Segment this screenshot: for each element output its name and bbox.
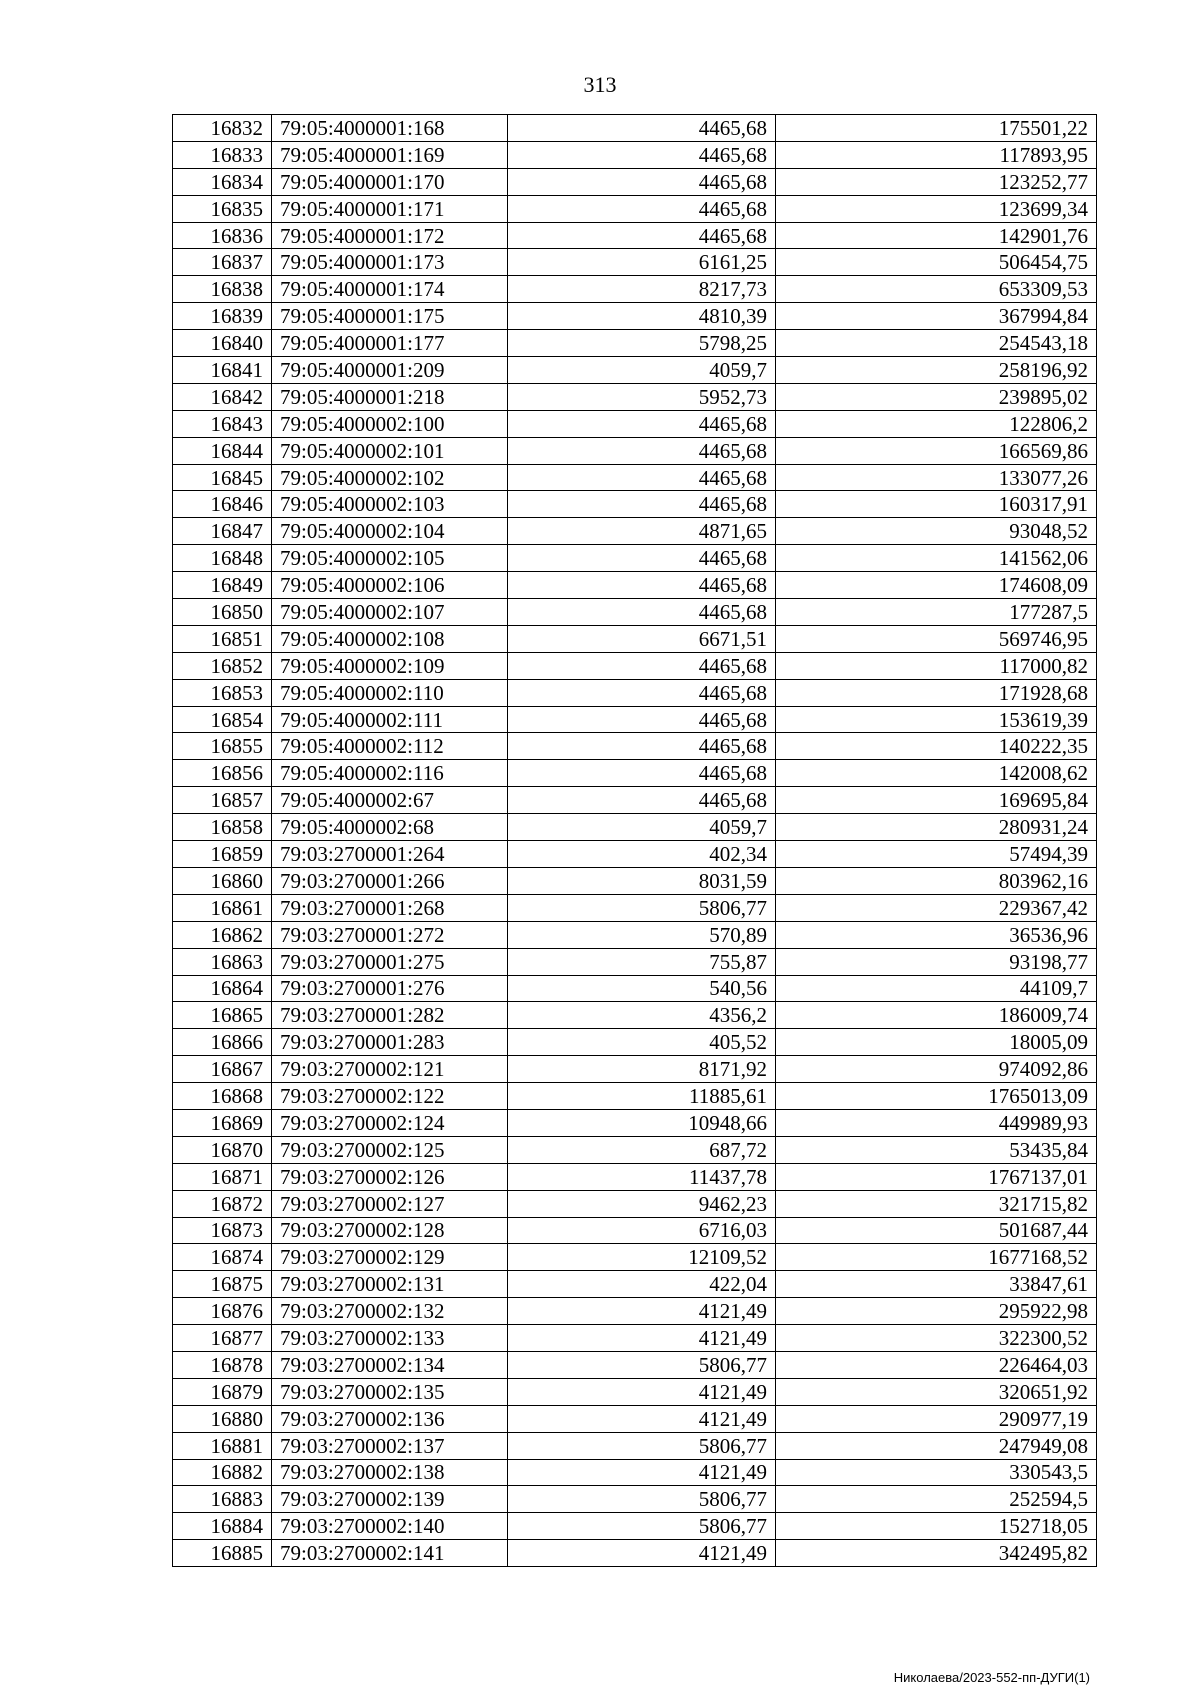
row-number-cell: 16879 [173,1378,272,1405]
cadastral-value-cell: 152718,05 [776,1513,1097,1540]
area-value-cell: 4465,68 [508,733,776,760]
row-number-cell: 16861 [173,894,272,921]
cadastral-number-cell: 79:03:2700002:124 [272,1109,508,1136]
page-number: 313 [583,72,617,97]
row-number-cell: 16871 [173,1163,272,1190]
area-value-cell: 4465,68 [508,679,776,706]
cadastral-value-cell: 280931,24 [776,814,1097,841]
cadastral-number-cell: 79:03:2700002:139 [272,1486,508,1513]
row-number-cell: 16853 [173,679,272,706]
cadastral-number-cell: 79:05:4000002:104 [272,518,508,545]
cadastral-value-cell: 239895,02 [776,383,1097,410]
row-number-cell: 16851 [173,625,272,652]
cadastral-value-cell: 252594,5 [776,1486,1097,1513]
cadastral-number-cell: 79:05:4000002:106 [272,572,508,599]
table-row [173,357,1097,384]
table-row [173,1002,1097,1029]
table-row [173,330,1097,357]
area-value-cell: 687,72 [508,1136,776,1163]
document-reference: Николаева/2023-552-пп-ДУГИ(1) [893,1670,1090,1685]
table-row [173,303,1097,330]
table-row [173,518,1097,545]
area-value-cell: 4465,68 [508,115,776,142]
table-row [173,249,1097,276]
row-number-cell: 16885 [173,1540,272,1567]
row-number-cell: 16854 [173,706,272,733]
row-number-cell: 16869 [173,1109,272,1136]
table-row [173,1325,1097,1352]
cadastral-number-cell: 79:05:4000001:174 [272,276,508,303]
cadastral-number-cell: 79:03:2700001:275 [272,948,508,975]
table-row [173,1540,1097,1567]
row-number-cell: 16880 [173,1405,272,1432]
cadastral-value-cell: 140222,35 [776,733,1097,760]
cadastral-number-cell: 79:03:2700002:122 [272,1083,508,1110]
row-number-cell: 16848 [173,545,272,572]
area-value-cell: 4121,49 [508,1325,776,1352]
cadastral-value-cell: 1677168,52 [776,1244,1097,1271]
table-row [173,1486,1097,1513]
row-number-cell: 16867 [173,1056,272,1083]
cadastral-number-cell: 79:03:2700002:141 [272,1540,508,1567]
table-row [173,491,1097,518]
cadastral-number-cell: 79:03:2700002:128 [272,1217,508,1244]
area-value-cell: 4465,68 [508,572,776,599]
area-value-cell: 4121,49 [508,1298,776,1325]
cadastral-number-cell: 79:03:2700002:131 [272,1271,508,1298]
table-row [173,975,1097,1002]
table-row [173,1190,1097,1217]
area-value-cell: 422,04 [508,1271,776,1298]
cadastral-value-cell: 122806,2 [776,410,1097,437]
cadastral-value-cell: 320651,92 [776,1378,1097,1405]
table-row [173,841,1097,868]
cadastral-number-cell: 79:03:2700002:127 [272,1190,508,1217]
table-row [173,545,1097,572]
cadastral-number-cell: 79:05:4000002:108 [272,625,508,652]
area-value-cell: 4465,68 [508,545,776,572]
cadastral-number-cell: 79:03:2700002:137 [272,1432,508,1459]
row-number-cell: 16874 [173,1244,272,1271]
table-row [173,1163,1097,1190]
area-value-cell: 6716,03 [508,1217,776,1244]
table-row [173,141,1097,168]
cadastral-number-cell: 79:05:4000002:110 [272,679,508,706]
row-number-cell: 16855 [173,733,272,760]
area-value-cell: 4465,68 [508,787,776,814]
table-row [173,706,1097,733]
cadastral-value-cell: 186009,74 [776,1002,1097,1029]
table-row [173,168,1097,195]
row-number-cell: 16835 [173,195,272,222]
cadastral-value-cell: 342495,82 [776,1540,1097,1567]
cadastral-number-cell: 79:03:2700002:135 [272,1378,508,1405]
cadastral-number-cell: 79:05:4000002:111 [272,706,508,733]
area-value-cell: 4121,49 [508,1405,776,1432]
area-value-cell: 11437,78 [508,1163,776,1190]
row-number-cell: 16866 [173,1029,272,1056]
table-row [173,1459,1097,1486]
row-number-cell: 16865 [173,1002,272,1029]
cadastral-value-cell: 174608,09 [776,572,1097,599]
row-number-cell: 16839 [173,303,272,330]
table-row [173,894,1097,921]
area-value-cell: 5798,25 [508,330,776,357]
row-number-cell: 16856 [173,760,272,787]
area-value-cell: 540,56 [508,975,776,1002]
area-value-cell: 4465,68 [508,652,776,679]
area-value-cell: 4810,39 [508,303,776,330]
area-value-cell: 11885,61 [508,1083,776,1110]
cadastral-value-cell: 229367,42 [776,894,1097,921]
row-number-cell: 16842 [173,383,272,410]
table-row [173,1271,1097,1298]
table-row [173,464,1097,491]
cadastral-number-cell: 79:05:4000001:177 [272,330,508,357]
cadastral-number-cell: 79:03:2700001:266 [272,867,508,894]
table-row [173,760,1097,787]
cadastral-value-cell: 142008,62 [776,760,1097,787]
cadastral-number-cell: 79:03:2700001:272 [272,921,508,948]
area-value-cell: 5806,77 [508,1513,776,1540]
table-row [173,679,1097,706]
row-number-cell: 16843 [173,410,272,437]
area-value-cell: 4871,65 [508,518,776,545]
table-row [173,1513,1097,1540]
table-row [173,1378,1097,1405]
cadastral-number-cell: 79:03:2700002:138 [272,1459,508,1486]
row-number-cell: 16852 [173,652,272,679]
row-number-cell: 16878 [173,1351,272,1378]
table-row [173,1109,1097,1136]
cadastral-number-cell: 79:05:4000002:101 [272,437,508,464]
cadastral-value-cell: 117000,82 [776,652,1097,679]
cadastral-value-cell: 501687,44 [776,1217,1097,1244]
cadastral-number-cell: 79:05:4000002:112 [272,733,508,760]
cadastral-value-cell: 93198,77 [776,948,1097,975]
row-number-cell: 16868 [173,1083,272,1110]
table-row [173,1405,1097,1432]
cadastral-value-cell: 290977,19 [776,1405,1097,1432]
cadastral-value-cell: 53435,84 [776,1136,1097,1163]
area-value-cell: 570,89 [508,921,776,948]
area-value-cell: 12109,52 [508,1244,776,1271]
row-number-cell: 16837 [173,249,272,276]
cadastral-number-cell: 79:03:2700001:268 [272,894,508,921]
cadastral-value-cell: 57494,39 [776,841,1097,868]
cadastral-number-cell: 79:05:4000001:171 [272,195,508,222]
area-value-cell: 4465,68 [508,195,776,222]
area-value-cell: 405,52 [508,1029,776,1056]
cadastral-value-cell: 295922,98 [776,1298,1097,1325]
area-value-cell: 4356,2 [508,1002,776,1029]
table-row [173,1083,1097,1110]
area-value-cell: 4465,68 [508,168,776,195]
table-row [173,867,1097,894]
cadastral-number-cell: 79:03:2700001:282 [272,1002,508,1029]
area-value-cell: 8171,92 [508,1056,776,1083]
table-row [173,115,1097,142]
area-value-cell: 4059,7 [508,814,776,841]
cadastral-value-cell: 974092,86 [776,1056,1097,1083]
table-row [173,814,1097,841]
cadastral-number-cell: 79:05:4000001:169 [272,141,508,168]
cadastral-number-cell: 79:03:2700002:125 [272,1136,508,1163]
cadastral-number-cell: 79:05:4000001:218 [272,383,508,410]
row-number-cell: 16862 [173,921,272,948]
table-row [173,1056,1097,1083]
cadastral-value-cell: 123699,34 [776,195,1097,222]
cadastral-value-cell: 322300,52 [776,1325,1097,1352]
table-row [173,599,1097,626]
table-row [173,652,1097,679]
cadastral-value-cell: 247949,08 [776,1432,1097,1459]
table-row [173,948,1097,975]
area-value-cell: 6671,51 [508,625,776,652]
cadastral-value-cell: 1767137,01 [776,1163,1097,1190]
area-value-cell: 9462,23 [508,1190,776,1217]
cadastral-number-cell: 79:03:2700001:264 [272,841,508,868]
area-value-cell: 755,87 [508,948,776,975]
row-number-cell: 16849 [173,572,272,599]
row-number-cell: 16877 [173,1325,272,1352]
cadastral-number-cell: 79:03:2700001:283 [272,1029,508,1056]
area-value-cell: 4465,68 [508,410,776,437]
table-row [173,437,1097,464]
cadastral-number-cell: 79:05:4000002:105 [272,545,508,572]
table-row [173,1351,1097,1378]
area-value-cell: 8031,59 [508,867,776,894]
area-value-cell: 4465,68 [508,464,776,491]
row-number-cell: 16838 [173,276,272,303]
area-value-cell: 6161,25 [508,249,776,276]
table-row [173,1298,1097,1325]
row-number-cell: 16846 [173,491,272,518]
cadastral-number-cell: 79:05:4000002:103 [272,491,508,518]
row-number-cell: 16857 [173,787,272,814]
area-value-cell: 5806,77 [508,894,776,921]
cadastral-value-cell: 93048,52 [776,518,1097,545]
cadastral-number-cell: 79:03:2700002:126 [272,1163,508,1190]
cadastral-number-cell: 79:03:2700002:136 [272,1405,508,1432]
cadastral-value-cell: 33847,61 [776,1271,1097,1298]
cadastral-value-cell: 177287,5 [776,599,1097,626]
row-number-cell: 16832 [173,115,272,142]
row-number-cell: 16860 [173,867,272,894]
cadastral-value-cell: 44109,7 [776,975,1097,1002]
area-value-cell: 5806,77 [508,1351,776,1378]
cadastral-value-cell: 803962,16 [776,867,1097,894]
cadastral-number-cell: 79:03:2700002:121 [272,1056,508,1083]
cadastral-number-cell: 79:03:2700002:129 [272,1244,508,1271]
area-value-cell: 4465,68 [508,141,776,168]
row-number-cell: 16882 [173,1459,272,1486]
row-number-cell: 16875 [173,1271,272,1298]
cadastral-value-cell: 569746,95 [776,625,1097,652]
cadastral-value-cell: 18005,09 [776,1029,1097,1056]
row-number-cell: 16883 [173,1486,272,1513]
cadastral-number-cell: 79:05:4000001:172 [272,222,508,249]
cadastral-value-cell: 160317,91 [776,491,1097,518]
cadastral-number-cell: 79:05:4000002:68 [272,814,508,841]
table-row [173,1029,1097,1056]
cadastral-number-cell: 79:03:2700002:132 [272,1298,508,1325]
cadastral-number-cell: 79:03:2700001:276 [272,975,508,1002]
cadastral-number-cell: 79:05:4000002:107 [272,599,508,626]
area-value-cell: 4465,68 [508,222,776,249]
area-value-cell: 4121,49 [508,1459,776,1486]
area-value-cell: 4465,68 [508,437,776,464]
cadastral-value-cell: 117893,95 [776,141,1097,168]
area-value-cell: 402,34 [508,841,776,868]
row-number-cell: 16840 [173,330,272,357]
cadastral-value-cell: 653309,53 [776,276,1097,303]
cadastral-number-cell: 79:05:4000001:209 [272,357,508,384]
row-number-cell: 16836 [173,222,272,249]
cadastral-value-cell: 153619,39 [776,706,1097,733]
row-number-cell: 16858 [173,814,272,841]
cadastral-number-cell: 79:05:4000002:67 [272,787,508,814]
cadastral-value-cell: 169695,84 [776,787,1097,814]
area-value-cell: 4465,68 [508,706,776,733]
cadastral-number-cell: 79:05:4000002:100 [272,410,508,437]
cadastral-value-cell: 254543,18 [776,330,1097,357]
table-row [173,625,1097,652]
cadastral-number-cell: 79:05:4000002:102 [272,464,508,491]
table-row [173,276,1097,303]
cadastral-number-cell: 79:05:4000001:173 [272,249,508,276]
row-number-cell: 16864 [173,975,272,1002]
area-value-cell: 4465,68 [508,491,776,518]
cadastral-number-cell: 79:03:2700002:133 [272,1325,508,1352]
area-value-cell: 4059,7 [508,357,776,384]
row-number-cell: 16870 [173,1136,272,1163]
cadastral-value-cell: 133077,26 [776,464,1097,491]
row-number-cell: 16845 [173,464,272,491]
cadastral-value-cell: 142901,76 [776,222,1097,249]
row-number-cell: 16850 [173,599,272,626]
row-number-cell: 16876 [173,1298,272,1325]
cadastral-value-cell: 330543,5 [776,1459,1097,1486]
cadastral-value-cell: 226464,03 [776,1351,1097,1378]
area-value-cell: 4121,49 [508,1378,776,1405]
row-number-cell: 16841 [173,357,272,384]
area-value-cell: 4121,49 [508,1540,776,1567]
cadastral-value-cell: 171928,68 [776,679,1097,706]
cadastral-number-cell: 79:05:4000001:175 [272,303,508,330]
cadastral-number-cell: 79:05:4000002:116 [272,760,508,787]
cadastral-number-cell: 79:05:4000002:109 [272,652,508,679]
cadastral-value-cell: 449989,93 [776,1109,1097,1136]
table-row [173,410,1097,437]
cadastral-value-cell: 321715,82 [776,1190,1097,1217]
cadastral-value-cell: 36536,96 [776,921,1097,948]
row-number-cell: 16833 [173,141,272,168]
row-number-cell: 16844 [173,437,272,464]
row-number-cell: 16881 [173,1432,272,1459]
area-value-cell: 5952,73 [508,383,776,410]
table-row [173,222,1097,249]
row-number-cell: 16884 [173,1513,272,1540]
cadastral-number-cell: 79:05:4000001:168 [272,115,508,142]
cadastral-value-cell: 258196,92 [776,357,1097,384]
cadastral-number-cell: 79:05:4000001:170 [272,168,508,195]
table-row [173,733,1097,760]
area-value-cell: 5806,77 [508,1432,776,1459]
cadastral-value-cell: 175501,22 [776,115,1097,142]
table-row [173,195,1097,222]
table-row [173,921,1097,948]
area-value-cell: 10948,66 [508,1109,776,1136]
cadastral-value-cell: 166569,86 [776,437,1097,464]
table-row [173,383,1097,410]
row-number-cell: 16847 [173,518,272,545]
cadastral-value-cell: 1765013,09 [776,1083,1097,1110]
cadastral-value-cell: 123252,77 [776,168,1097,195]
table-row [173,1432,1097,1459]
cadastral-value-cell: 367994,84 [776,303,1097,330]
cadastral-number-cell: 79:03:2700002:140 [272,1513,508,1540]
table-row [173,1217,1097,1244]
table-body [173,115,1097,1567]
table-row [173,572,1097,599]
cadastral-value-cell: 141562,06 [776,545,1097,572]
area-value-cell: 4465,68 [508,599,776,626]
row-number-cell: 16873 [173,1217,272,1244]
area-value-cell: 8217,73 [508,276,776,303]
row-number-cell: 16859 [173,841,272,868]
area-value-cell: 4465,68 [508,760,776,787]
row-number-cell: 16834 [173,168,272,195]
row-number-cell: 16863 [173,948,272,975]
table-row [173,787,1097,814]
table-row [173,1244,1097,1271]
cadastral-value-table [172,114,1097,1567]
row-number-cell: 16872 [173,1190,272,1217]
cadastral-value-cell: 506454,75 [776,249,1097,276]
area-value-cell: 5806,77 [508,1486,776,1513]
table-row [173,1136,1097,1163]
cadastral-number-cell: 79:03:2700002:134 [272,1351,508,1378]
